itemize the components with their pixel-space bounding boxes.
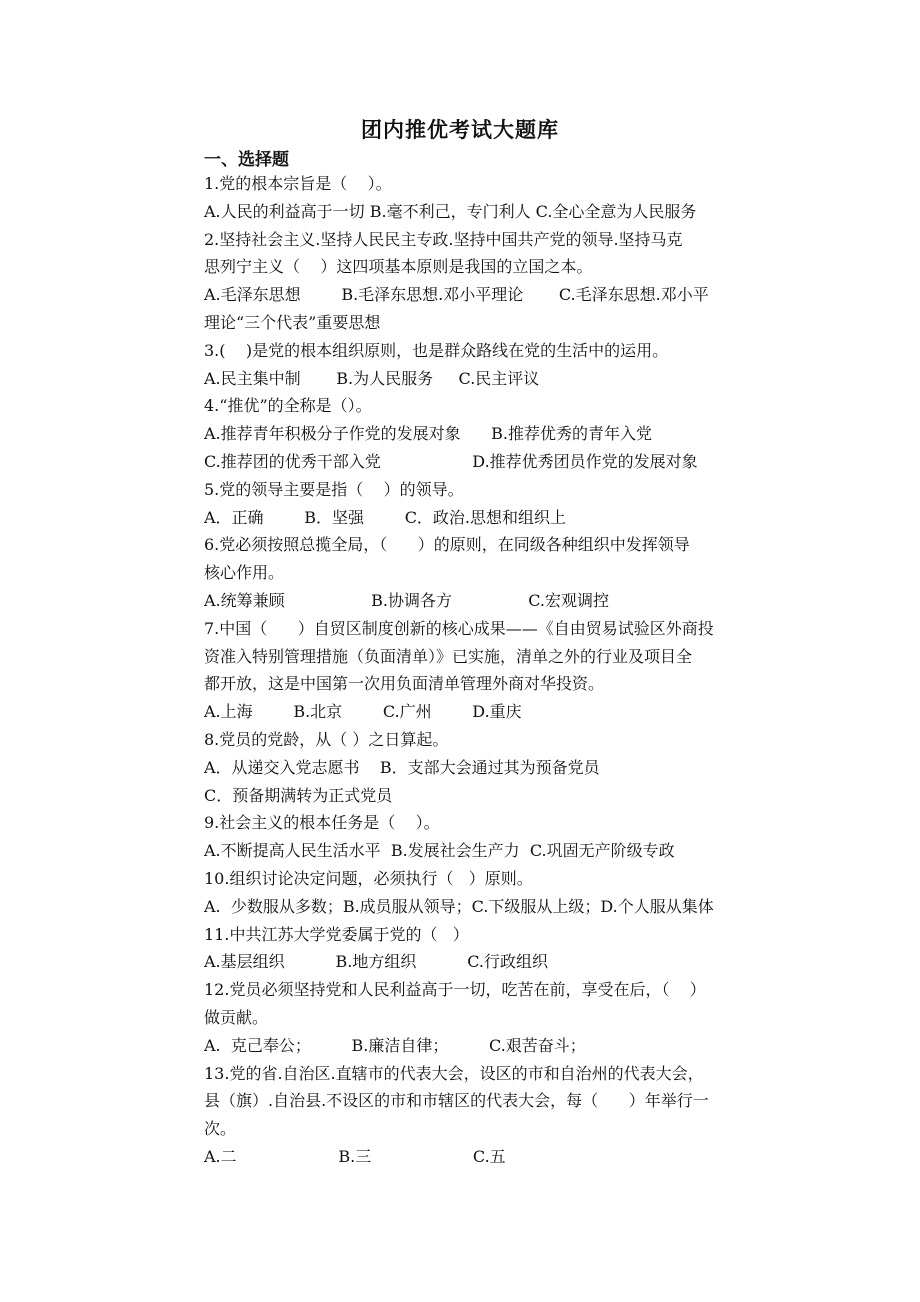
question-4-options-ab: A.推荐青年积极分子作党的发展对象 B.推荐优秀的青年入党 xyxy=(204,424,653,444)
section-heading: 一、选择题 xyxy=(204,150,289,170)
question-5-stem: 5.党的领导主要是指（ ）的领导。 xyxy=(204,479,464,499)
question-9-stem: 9.社会主义的根本任务是（ ）。 xyxy=(204,813,440,833)
page-title: 团内推优考试大题库 xyxy=(361,118,559,142)
question-4-stem: 4.“推优”的全称是（）。 xyxy=(204,396,372,416)
question-8-options-ab: A．从递交入党志愿书 B．支部大会通过其为预备党员 xyxy=(204,757,600,777)
question-9-options: A.不断提高人民生活水平 B.发展社会生产力 C.巩固无产阶级专政 xyxy=(204,841,675,861)
question-13-stem: 13.党的省.自治区.直辖市的代表大会，设区的市和自治州的代表大会， xyxy=(204,1063,704,1083)
question-list xyxy=(204,170,804,1171)
question-6-options: A.统筹兼顾 B.协调各方 C.宏观调控 xyxy=(204,590,609,610)
question-11-stem: 11.中共江苏大学党委属于党的（ ） xyxy=(204,924,469,944)
question-6-stem: 6.党必须按照总揽全局，（ ）的原则，在同级各种组织中发挥领导 xyxy=(204,535,690,555)
question-1-options: A.人民的利益高于一切 B.毫不利己，专门利人 C.全心全意为人民服务 xyxy=(204,201,697,221)
question-10-options: A. 少数服从多数；B.成员服从领导；C.下级服从上级；D.个人服从集体 xyxy=(204,896,714,916)
question-13-stem-cont-2: 次。 xyxy=(204,1119,237,1139)
question-3-options: A.民主集中制 B.为人民服务 C.民主评议 xyxy=(204,368,540,388)
question-7-stem: 7.中国（ ）自贸区制度创新的核心成果——《自由贸易试验区外商投 xyxy=(204,618,714,638)
question-6-stem-cont: 核心作用。 xyxy=(204,563,285,583)
question-1-stem: 1.党的根本宗旨是（ ）。 xyxy=(204,174,392,193)
question-2-options-cont: 理论“三个代表”重要思想 xyxy=(204,312,381,332)
question-5-options: A．正确 B．坚强 C．政治.思想和组织上 xyxy=(204,507,567,527)
question-3-stem: 3.( )是党的根本组织原则，也是群众路线在党的生活中的运用。 xyxy=(204,340,669,360)
question-12-stem: 12.党员必须坚持党和人民利益高于一切，吃苦在前，享受在后，（ ） xyxy=(204,980,706,1000)
question-4-options-cd: C.推荐团的优秀干部入党 D.推荐优秀团员作党的发展对象 xyxy=(204,451,698,471)
question-2-options: A.毛泽东思想 B.毛泽东思想.邓小平理论 C.毛泽东思想.邓小平 xyxy=(204,285,709,305)
question-7-stem-cont-1: 资准入特别管理措施（负面清单）》已实施，清单之外的行业及项目全 xyxy=(204,646,693,666)
question-2-stem: 2.坚持社会主义.坚持人民民主专政.坚持中国共产党的领导.坚持马克 xyxy=(204,229,683,249)
question-2-stem-cont: 思列宁主义（ ）这四项基本原则是我国的立国之本。 xyxy=(204,257,593,277)
question-13-stem-cont-1: 县（旗）.自治县.不设区的市和市辖区的代表大会，每（ ）年举行一 xyxy=(204,1091,709,1111)
question-7-stem-cont-2: 都开放，这是中国第一次用负面清单管理外商对华投资。 xyxy=(204,674,605,694)
question-8-options-c: C．预备期满转为正式党员 xyxy=(204,785,393,805)
question-12-stem-cont: 做贡献。 xyxy=(204,1007,269,1027)
question-10-stem: 10.组织讨论决定问题，必须执行（ ）原则。 xyxy=(204,868,533,888)
question-8-stem: 8.党员的党龄，从（ ）之日算起。 xyxy=(204,729,449,749)
question-13-options: A.二 B.三 C.五 xyxy=(204,1146,506,1166)
question-11-options: A.基层组织 B.地方组织 C.行政组织 xyxy=(204,952,548,972)
question-12-options: A. 克己奉公； B.廉洁自律； C.艰苦奋斗； xyxy=(204,1035,586,1055)
question-7-options: A.上海 B.北京 C.广州 D.重庆 xyxy=(204,702,522,722)
